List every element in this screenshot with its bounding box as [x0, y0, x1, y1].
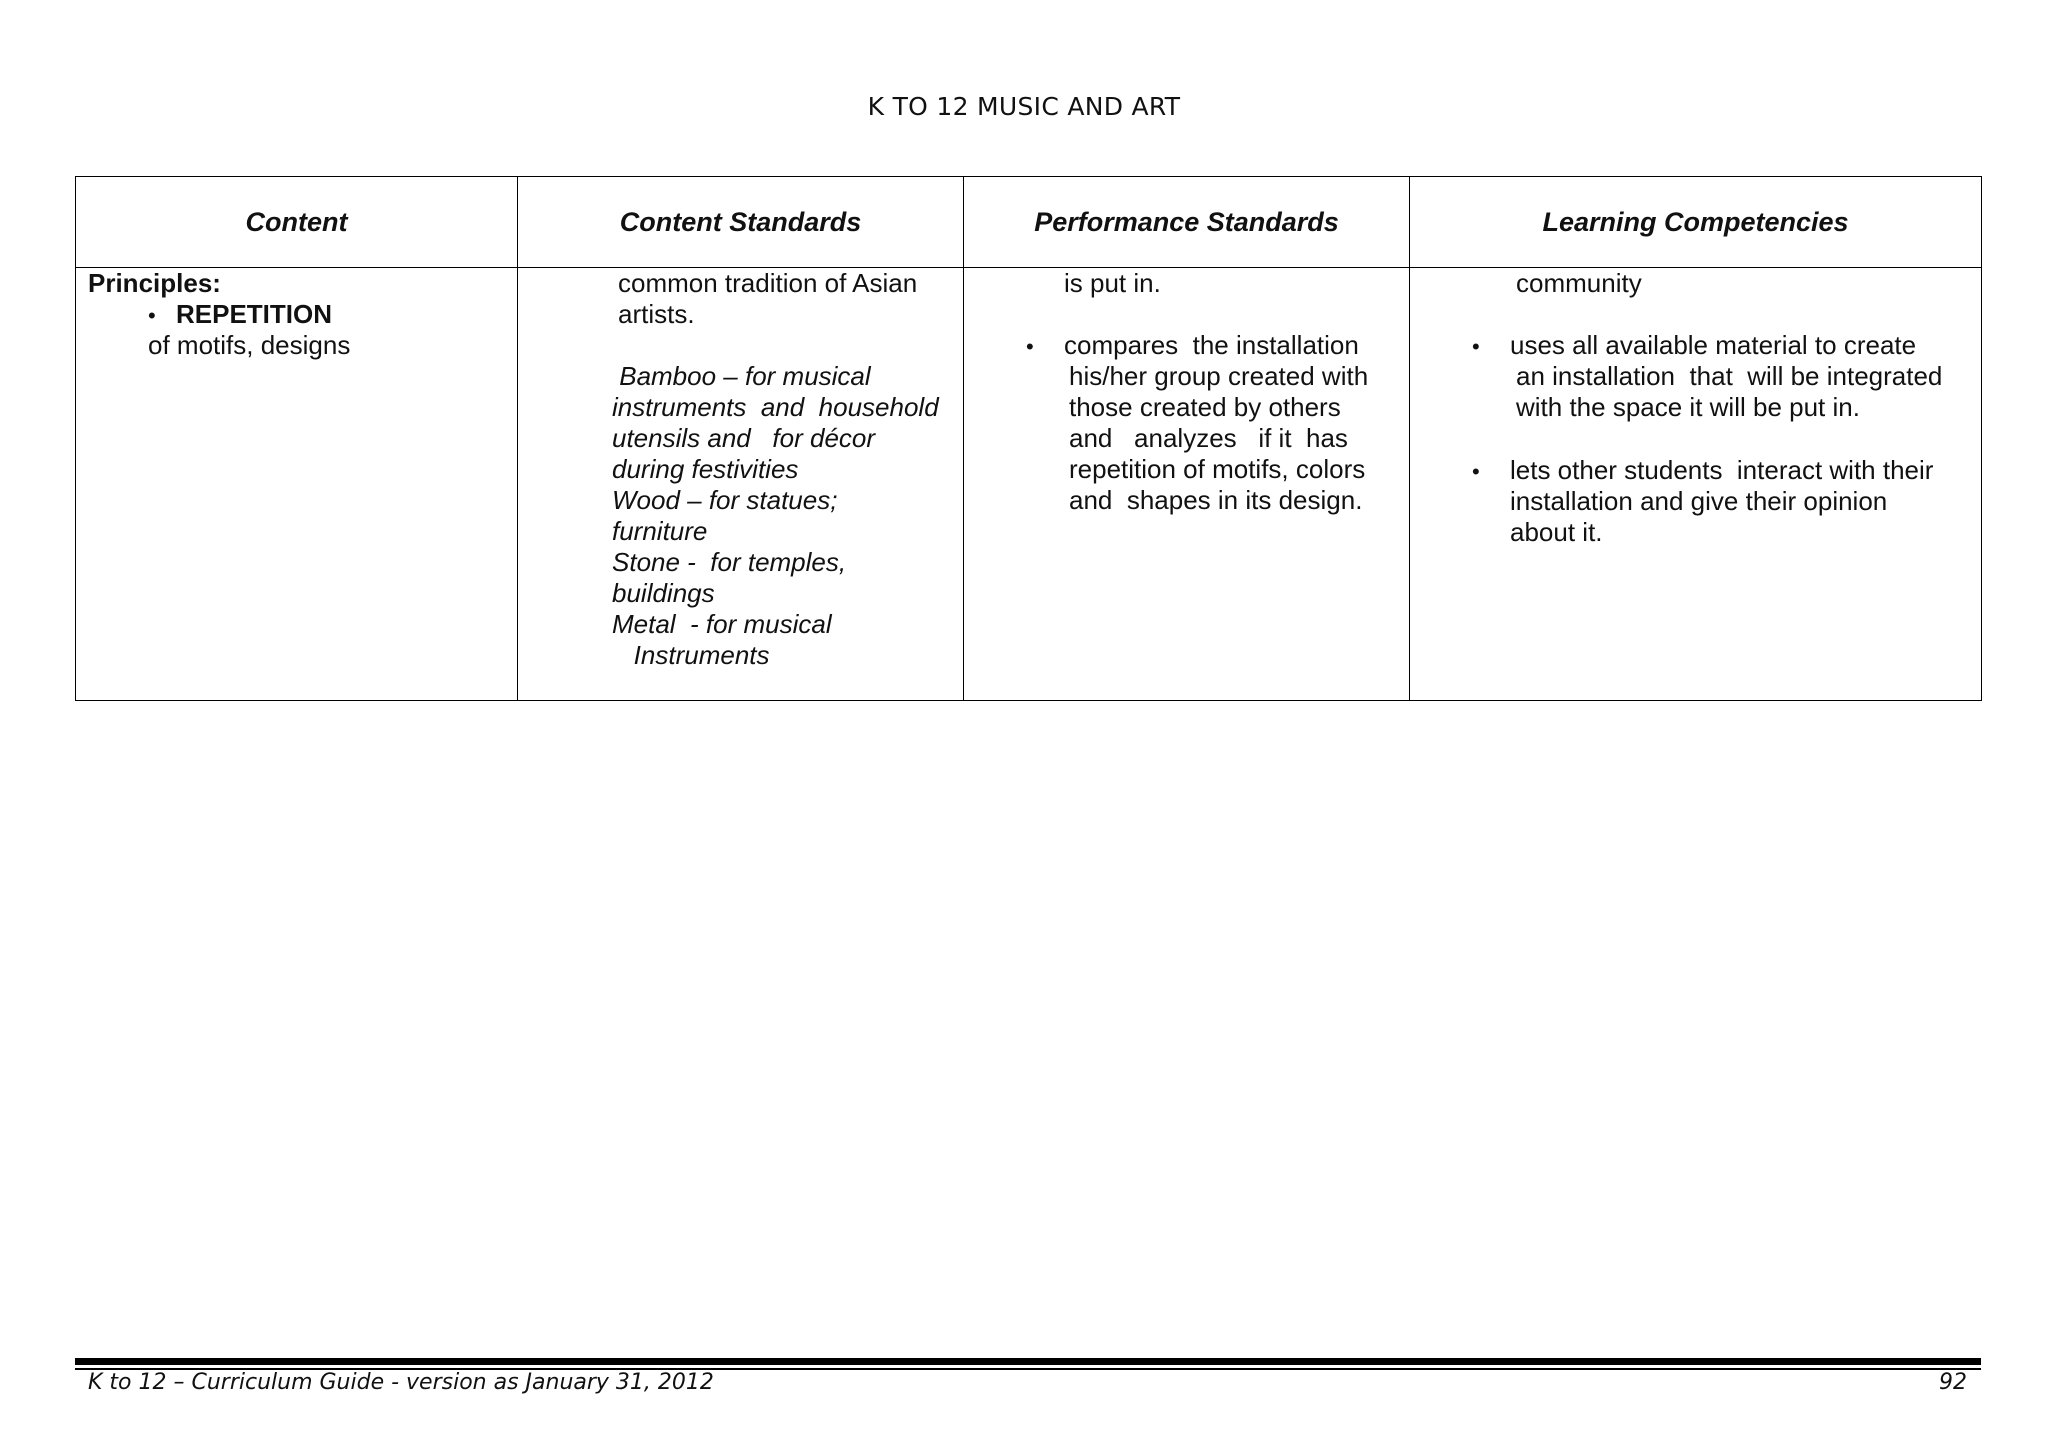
bullet-icon: • [1472, 334, 1480, 359]
material-line: during festivities [612, 454, 799, 484]
performance-item-line: those created by others [1069, 392, 1341, 422]
performance-item-line: and shapes in its design. [1069, 485, 1363, 515]
competency-line: with the space it will be put in. [1516, 392, 1860, 422]
competency-line: uses all available material to create [1510, 330, 1917, 360]
content-standards-line: artists. [618, 299, 695, 329]
bullet-icon: • [148, 303, 156, 328]
table-row [76, 268, 1982, 701]
competency-line: an installation that will be integrated [1516, 361, 1943, 391]
page-number: 92 [1939, 1370, 1967, 1395]
motifs-text: of motifs, designs [148, 330, 351, 360]
content-cell [76, 268, 518, 701]
material-line: furniture [612, 516, 708, 546]
principles-label: Principles: [88, 268, 221, 298]
competency-line: about it. [1510, 517, 1603, 547]
column-header-content: Content [76, 177, 518, 268]
page-header-title: K TO 12 MUSIC AND ART [867, 92, 1181, 121]
performance-first-line: is put in. [1064, 268, 1161, 298]
column-header-learning-competencies: Learning Competencies [1410, 177, 1982, 268]
performance-item-line: compares the installation [1064, 330, 1359, 360]
material-line: Bamboo – for musical [612, 361, 871, 391]
column-header-content-standards: Content Standards [518, 177, 964, 268]
column-header-performance-standards: Performance Standards [964, 177, 1410, 268]
content-standards-cell [518, 268, 964, 701]
content-standards-line: common tradition of Asian [618, 268, 918, 298]
competency-line: lets other students interact with their [1510, 455, 1934, 485]
bullet-icon: • [1472, 459, 1480, 484]
material-line: buildings [612, 578, 715, 608]
learning-competencies-cell [1410, 268, 1982, 701]
material-line: instruments and household [612, 392, 939, 422]
curriculum-table [75, 176, 1982, 701]
competency-line: installation and give their opinion [1510, 486, 1888, 516]
material-line: Wood – for statues; [612, 485, 838, 515]
performance-item-line: repetition of motifs, colors [1069, 454, 1366, 484]
performance-item-line: and analyzes if it has [1069, 423, 1348, 453]
competency-first-line: community [1516, 268, 1642, 298]
table-header-row [76, 177, 1982, 268]
material-line: Metal - for musical [612, 609, 832, 639]
footer-version-text: K to 12 – Curriculum Guide - version as January 31, 2012 [88, 1370, 714, 1395]
material-line: Stone - for temples, [612, 547, 847, 577]
bullet-icon: • [1026, 334, 1034, 359]
footer-divider [75, 1358, 1981, 1365]
material-line: utensils and for décor [612, 423, 876, 453]
repetition-label: REPETITION [176, 299, 333, 329]
material-line: Instruments [612, 640, 770, 670]
performance-standards-cell [964, 268, 1410, 701]
performance-item-line: his/her group created with [1069, 361, 1369, 391]
